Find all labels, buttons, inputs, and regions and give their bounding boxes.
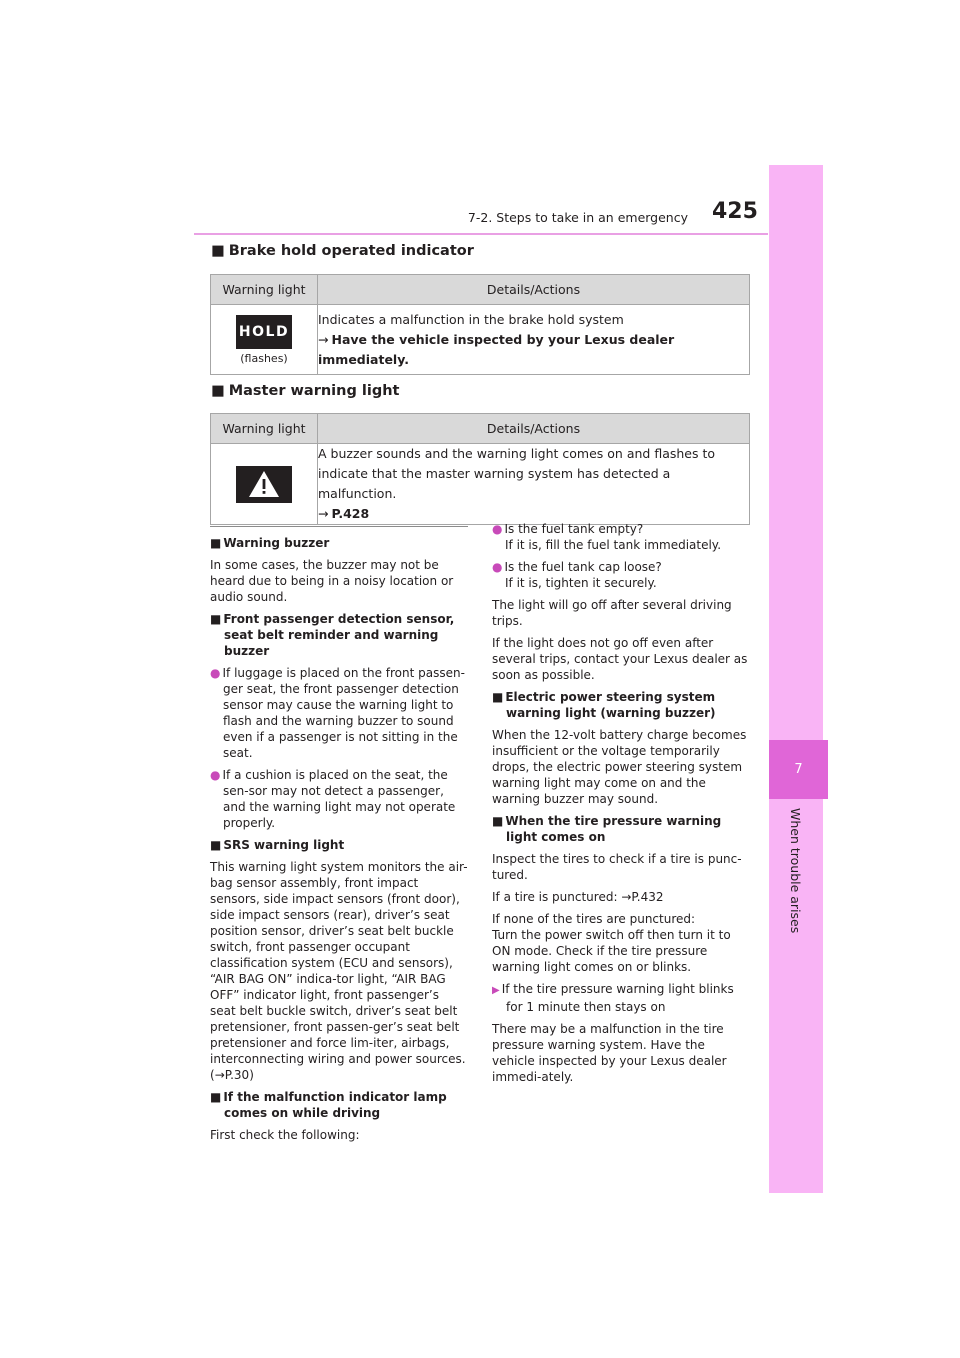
subheading-text: Warning buzzer: [223, 536, 330, 550]
list-item-text: If luggage is placed on the front passen-ger seat, the front passenger detection sensor may cause the warning light to flash and the warning buzzer to sound even if a passenger is not sitting in the seat.: [222, 666, 465, 760]
action-label: Have the vehicle inspected by your Lexus dealer immediately.: [318, 331, 675, 367]
bullet-dot-icon: ●: [492, 560, 503, 574]
detail-text: Indicates a malfunction in the brake hold system: [318, 311, 624, 327]
chapter-number: 7: [794, 762, 803, 777]
warning-light-cell: [211, 444, 318, 525]
paragraph: The light will go off after several driving trips.: [492, 598, 732, 628]
arrow-icon: →: [318, 506, 329, 521]
section-title: 7-2. Steps to take in an emergency: [467, 210, 688, 225]
srs-text: [210, 859, 468, 1083]
subheading-front-passenger: [210, 611, 468, 659]
square-bullet-icon: ■: [210, 612, 222, 626]
brake-hold-table: [210, 274, 750, 375]
square-bullet-icon: ■: [210, 536, 222, 550]
column-rule: [210, 526, 468, 527]
srs-body: This warning light system monitors the air-bag sensor assembly, front impact sensors, side impact sensors (front door), side impact sensors (rear), driver’s seat position sensor, driver’s seat belt buckle switch, front passenger occupant classification system (ECU and sensors), “AIR BAG ON” indica-tor light, “AIR BAG OFF” indicator light, front passenger’s seat belt buckle switch, driver’s seat belt pretensioner, front passen-ger’s seat belt pretensioner and force lim-iter, airbags, interconnecting wiring and power sources. (: [210, 860, 468, 1082]
list-item: [492, 521, 750, 553]
list-item-text: Is the fuel tank cap loose?: [504, 560, 662, 574]
subheading-text: Electric power steering system warning light (warning buzzer): [505, 690, 716, 720]
arrow-icon: →: [318, 331, 329, 347]
subheading-text: If the malfunction indicator lamp comes on while driving: [223, 1090, 447, 1120]
chapter-number-tab[interactable]: [769, 740, 828, 799]
square-bullet-icon: ■: [210, 838, 222, 852]
right-column: [492, 521, 750, 1091]
master-warning-icon: [236, 466, 292, 503]
list-item: [210, 767, 468, 831]
details-cell: [318, 305, 750, 375]
subheading-malfunction: [210, 1089, 468, 1121]
warning-light-cell: [211, 305, 318, 375]
page-reference-link[interactable]: →P.30): [214, 1068, 254, 1082]
subheading-text: When the tire pressure warning light comes on: [505, 814, 722, 844]
bullet-dot-icon: ●: [210, 768, 221, 782]
bullet-dot-icon: ●: [210, 666, 221, 680]
paragraph: If the light does not go off even after several trips, contact your Lexus dealer as soon as possible.: [492, 636, 748, 682]
triangle-bullet-icon: ▶: [492, 985, 500, 996]
square-bullet-icon: ■: [492, 814, 504, 828]
list-item-text: Is the fuel tank empty?: [504, 522, 644, 536]
paragraph: [492, 889, 750, 905]
warning-triangle-icon: [248, 470, 280, 498]
col-header-details: Details/Actions: [318, 414, 750, 444]
square-bullet-icon: ■: [492, 690, 504, 704]
left-column: [210, 535, 468, 1149]
page-number: 425: [712, 199, 758, 224]
side-tab-strip: [769, 165, 823, 1193]
page-reference-link[interactable]: P.428: [331, 506, 370, 521]
subheading-eps: [492, 689, 750, 721]
paragraph: [492, 911, 750, 975]
master-warning-heading: [211, 383, 399, 399]
subheading-text: Front passenger detection sensor, seat belt reminder and warning buzzer: [223, 612, 455, 658]
action-text: [318, 330, 749, 370]
page-reference-link[interactable]: →P.432: [621, 890, 664, 904]
subheading-warning-buzzer: [210, 535, 468, 551]
paragraph: Inspect the tires to check if a tire is punc-tured.: [492, 852, 742, 882]
chapter-title: When trouble arises: [788, 808, 803, 934]
details-cell: [318, 444, 750, 525]
subheading-tpws: [492, 813, 750, 845]
square-bullet-icon: ■: [211, 243, 225, 259]
brake-hold-icon: [236, 315, 292, 349]
header-rule: [194, 233, 768, 235]
detail-text: A buzzer sounds and the warning light comes on and flashes to indicate that the master warning system has detected a malfunction.: [318, 446, 716, 501]
hold-icon-text: HOLD: [238, 323, 290, 340]
heading-text: Master warning light: [228, 383, 400, 399]
col-header-details: Details/Actions: [318, 275, 750, 305]
list-item-text: If a cushion is placed on the seat, the sen-sor may not detect a passenger, and the warning light may not operate properly.: [222, 768, 456, 830]
paragraph: There may be a malfunction in the tire pressure warning system. Have the vehicle inspected by your Lexus dealer immedi-ately.: [492, 1022, 727, 1084]
sub-item-text: If the tire pressure warning light blinks for 1 minute then stays on: [501, 982, 734, 1014]
list-item: [210, 665, 468, 761]
bullet-dot-icon: ●: [492, 522, 503, 536]
col-header-warning-light: Warning light: [211, 275, 318, 305]
warning-buzzer-text: In some cases, the buzzer may not be heard due to being in a noisy location or audio sound.: [210, 558, 454, 604]
list-item-answer: If it is, tighten it securely.: [505, 576, 657, 590]
square-bullet-icon: ■: [211, 383, 225, 399]
paragraph-text: Turn the power switch off then turn it to ON mode. Check if the tire pressure warning light comes on or blinks.: [492, 928, 731, 974]
brake-hold-heading: [211, 243, 474, 259]
sub-item: [492, 981, 750, 1015]
list-item-answer: If it is, fill the fuel tank immediately.: [505, 538, 722, 552]
malfunction-text: First check the following:: [210, 1128, 360, 1142]
paragraph-text: If a tire is punctured:: [492, 890, 622, 904]
col-header-warning-light: Warning light: [211, 414, 318, 444]
subheading-text: SRS warning light: [223, 838, 345, 852]
subheading-srs: [210, 837, 468, 853]
eps-text: When the 12-volt battery charge becomes insufficient or the voltage temporarily drops, the electric power steering system warning light may come on and the warning buzzer may sound.: [492, 728, 747, 806]
flashes-caption: (flashes): [240, 351, 288, 365]
master-warning-table: [210, 413, 750, 525]
list-item: [492, 559, 750, 591]
square-bullet-icon: ■: [210, 1090, 222, 1104]
heading-text: Brake hold operated indicator: [228, 243, 474, 259]
paragraph-text: If none of the tires are punctured:: [492, 912, 696, 926]
